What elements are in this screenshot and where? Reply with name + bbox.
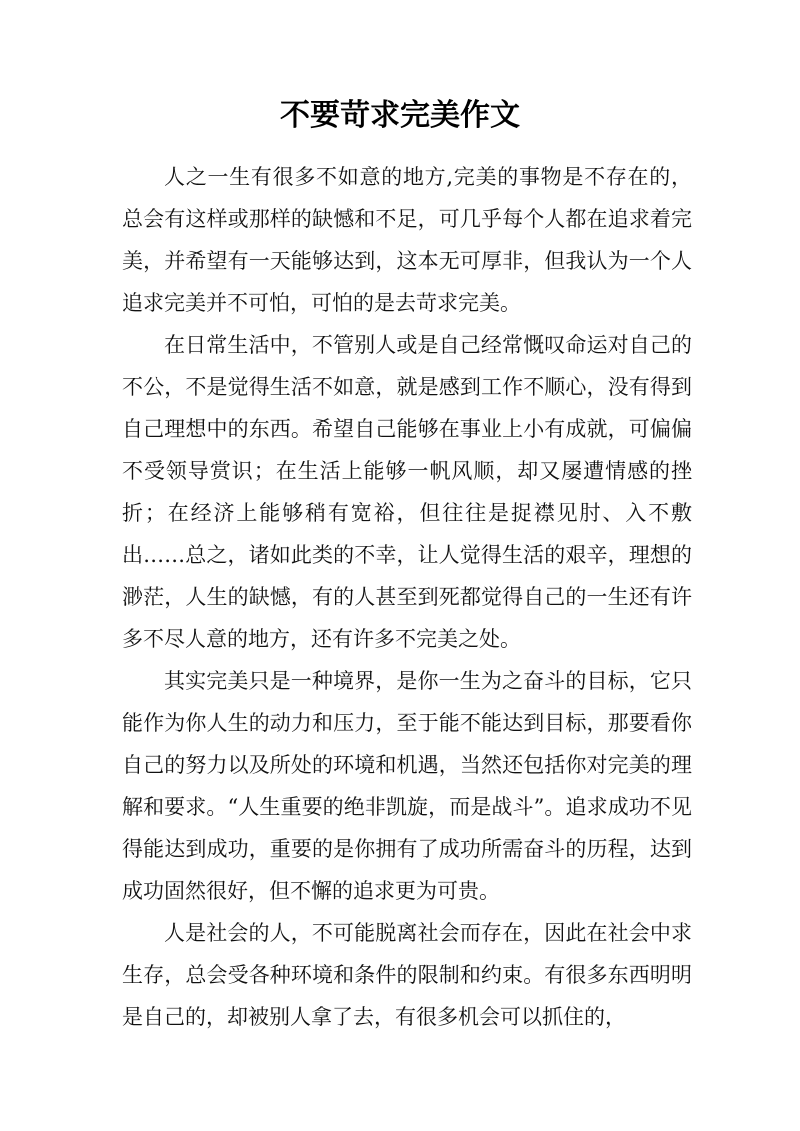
document-title: 不要苛求完美作文 [280,98,520,133]
document-body [122,156,692,1038]
paragraph-4: 人是社会的人，不可能脱离社会而存在，因此在社会中求生存，总会受各种环境和条件的限制和约束。有很多东西明明是自己的，却被别人拿了去，有很多机会可以抓住的， [122,921,692,1029]
paragraph-3: 其实完美只是一种境界，是你一生为之奋斗的目标，它只能作为你人生的动力和压力，至于能不能达到目标，那要看你自己的努力以及所处的环境和机遇，当然还包括你对完美的理解和要求。“人生重要的绝非凯旋，而是战斗”。追求成功不见得能达到成功，重要的是你拥有了成功所需奋斗的历程，达到成功固然很好，但不懈的追求更为可贵。 [122,669,692,903]
paragraph-2: 在日常生活中，不管别人或是自己经常慨叹命运对自己的不公，不是觉得生活不如意，就是感到工作不顺心，没有得到自己理想中的东西。希望自己能够在事业上小有成就，可偏偏不受领导赏识；在生活上能够一帆风顺，却又屡遭情感的挫折；在经济上能够稍有宽裕，但往往是捉襟见肘、入不敷出……总之，诸如此类的不幸，让人觉得生活的艰辛，理想的渺茫，人生的缺憾，有的人甚至到死都觉得自己的一生还有许多不尽人意的地方，还有许多不完美之处。 [122,333,692,651]
paragraph-1: 人之一生有很多不如意的地方,完美的事物是不存在的，总会有这样或那样的缺憾和不足，可几乎每个人都在追求着完美，并希望有一天能够达到，这本无可厚非，但我认为一个人追求完美并不可怕，可怕的是去苛求完美。 [122,165,692,315]
